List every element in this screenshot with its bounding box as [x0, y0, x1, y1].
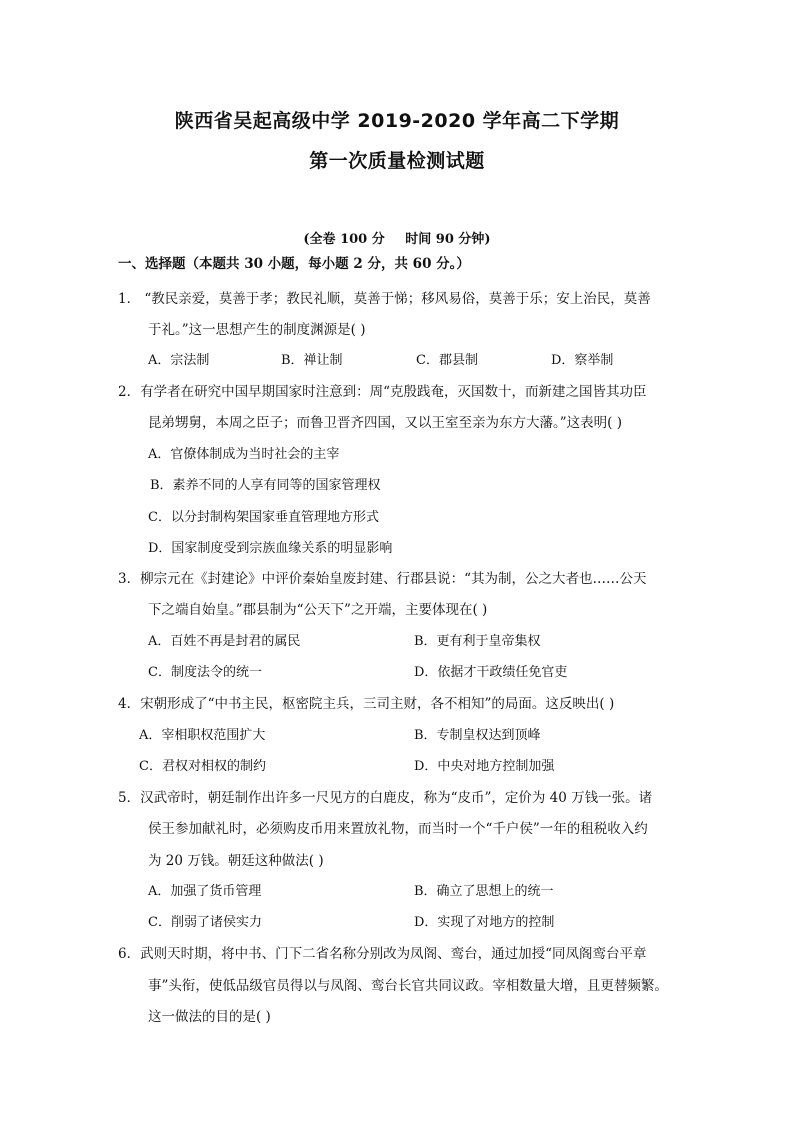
q4-option-c: C．君权对相权的制约 — [139, 759, 266, 774]
score-info: (全卷 100 分 — [303, 232, 385, 247]
q5-option-d: D．实现了对地方的控制 — [414, 915, 555, 930]
time-info: 时间 90 分钟) — [405, 232, 491, 247]
q6-line2: 事”头衔，使低品级官员得以与凤阁、鸾台长官共同议政。宰相数量大增，且更替频繁。 — [148, 978, 668, 994]
q5-line1: 5．汉武帝时，朝廷制作出许多一尺见方的白鹿皮，称为“皮币”，定价为 40 万钱一张。诸 — [118, 790, 653, 806]
q5-option-b: B．确立了思想上的统一 — [414, 884, 554, 899]
exam-title-line1: 陕西省吴起高级中学 2019-2020 学年高二下学期 — [174, 110, 620, 132]
q6-line3: 这一做法的目的是( ) — [148, 1009, 271, 1025]
q1-line2: 于礼。”这一思想产生的制度渊源是( ) — [148, 322, 366, 338]
q3-option-b: B．更有利于皇帝集权 — [414, 634, 541, 649]
q2-option-a: A．官僚体制成为当时社会的主宰 — [148, 447, 340, 462]
q5-line2: 侯王参加献礼时，必须购皮币用来置放礼物，而当时一个“千户侯”一年的租税收入约 — [148, 821, 648, 837]
q3-option-c: C．制度法令的统一 — [148, 665, 262, 680]
q2-option-c: C．以分封制构架国家垂直管理地方形式 — [148, 510, 379, 525]
q3-option-a: A．百姓不再是封君的属民 — [148, 634, 301, 649]
q4-option-b: B．专制皇权达到顶峰 — [414, 728, 541, 743]
section-heading: 一、选择题（本题共 30 小题，每小题 2 分，共 60 分。） — [118, 256, 470, 272]
q4-line1: 4．宋朝形成了“中书主民，枢密院主兵，三司主财，各不相知”的局面。这反映出( ) — [118, 696, 615, 712]
q5-line3: 为 20 万钱。朝廷这种做法( ) — [148, 853, 324, 869]
q2-option-b: B．素养不同的人享有同等的国家管理权 — [150, 478, 381, 493]
q2-line2: 昆弟甥舅，本周之臣子；而鲁卫晋齐四国，又以王室至亲为东方大藩。”这表明( ) — [148, 415, 622, 431]
q1-option-b: B．禅让制 — [281, 353, 343, 368]
exam-score-time — [0, 228, 794, 247]
q1-option-d: D．察举制 — [551, 353, 614, 368]
exam-title-line2: 第一次质量检测试题 — [309, 150, 485, 172]
q5-option-c: C．削弱了诸侯实力 — [148, 915, 262, 930]
q3-option-d: D．依据才干政绩任免官吏 — [414, 665, 568, 680]
q4-option-a: A．宰相职权范围扩大 — [139, 728, 266, 743]
q5-option-a: A．加强了货币管理 — [148, 884, 262, 899]
q6-line1: 6．武则天时期，将中书、门下二省名称分别改为凤阁、鸾台，通过加授“同凤阁鸾台平章 — [118, 946, 647, 962]
q1-option-a: A．宗法制 — [148, 353, 210, 368]
q2-option-d: D．国家制度受到宗族血缘关系的明显影响 — [148, 541, 393, 556]
q1-line1: 1． “教民亲爱，莫善于孝；教民礼顺，莫善于悌；移风易俗，莫善于乐；安上治民，莫善 — [118, 291, 651, 307]
q1-option-c: C．郡县制 — [416, 353, 478, 368]
q3-line2: 下之端自始皇。”郡县制为“公天下”之开端，主要体现在( ) — [148, 602, 488, 618]
q2-line1: 2．有学者在研究中国早期国家时注意到：周“克殷践奄，灭国数十，而新建之国皆其功臣 — [118, 384, 647, 400]
q3-line1: 3．柳宗元在《封建论》中评价秦始皇废封建、行郡县说：“其为制，公之大者也……公天 — [118, 571, 647, 587]
q4-option-d: D．中央对地方控制加强 — [414, 759, 555, 774]
